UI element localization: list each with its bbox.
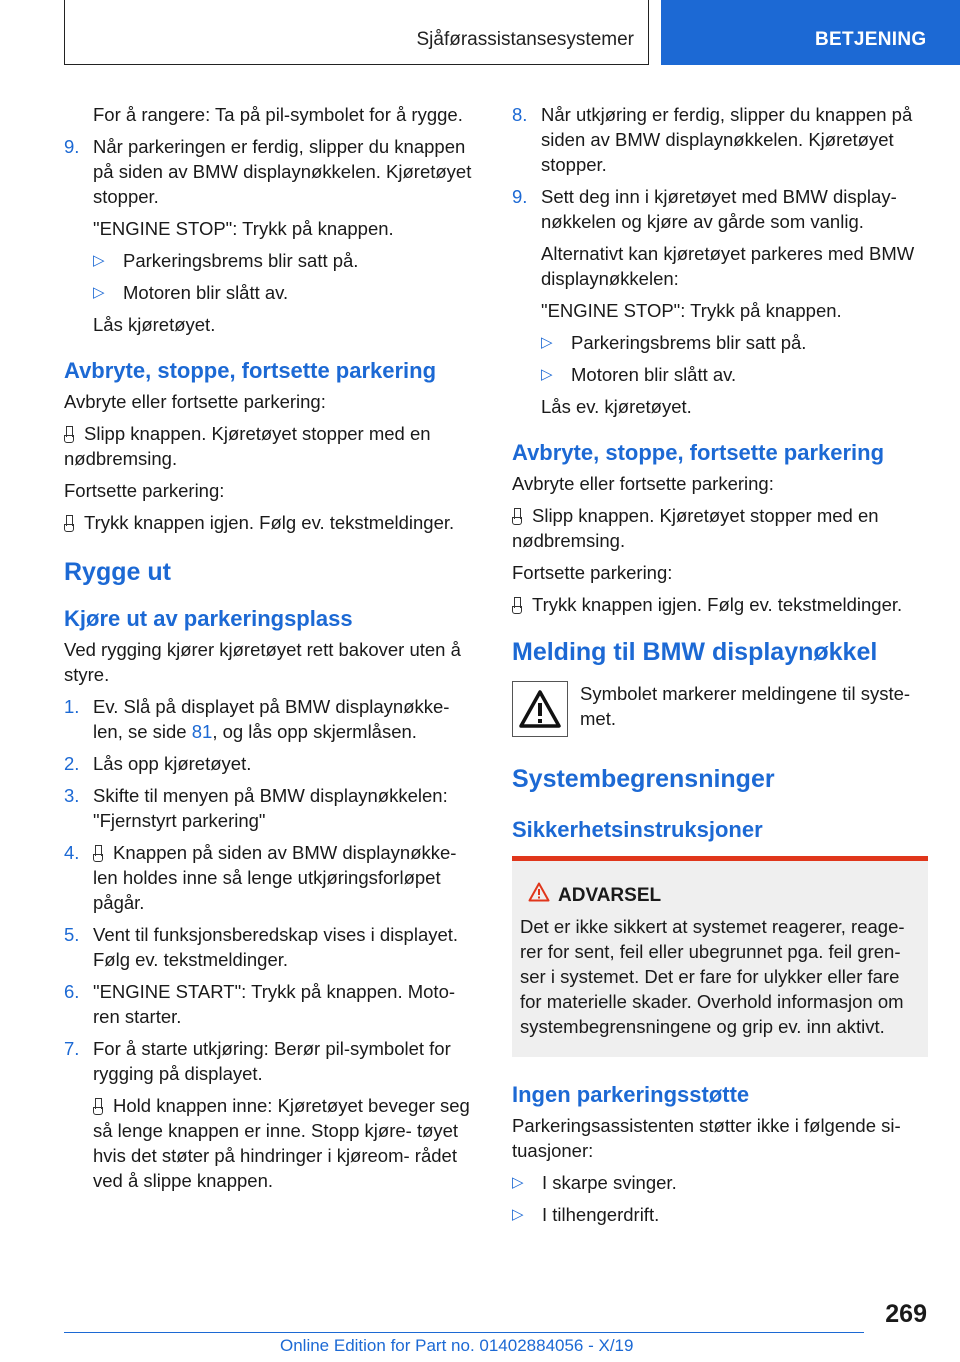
hold-button-label: Hold knappen inne: Kjøretøyet beveger seg så lenge knappen er inne. Stopp kjøre- tøyet hvis det støter på hindringer i kjøreom- rådet ved å slippe knappen. [93, 1095, 470, 1191]
continue-text [64, 510, 482, 535]
triangle-right-icon: ▷ [512, 1174, 524, 1191]
heading-abort-parking: Avbryte, stoppe, fortsette parkering [512, 440, 885, 465]
triangle-right-icon: ▷ [93, 284, 105, 301]
list-item-text: Parkeringsbrems blir satt på. [571, 332, 807, 353]
warning-symbol-box [512, 681, 568, 737]
step-number: 5. [64, 924, 80, 945]
header-chapter-title: BETJENING [815, 29, 927, 50]
continued-step-text: For å rangere: Ta på pil-symbolet for å rygge. [93, 104, 463, 125]
list-item [541, 330, 928, 355]
warning-text: Det er ikke sikkert at systemet reagerer, reage- rer for sent, feil eller ubegrunnet pga. feil gren- ser i systemet. Det er fare for ulykker eller fare for materielle skader. Overhold informasjon om systembegrensningene og grip ev. inn aktivt. [520, 916, 905, 1037]
step-6 [64, 979, 482, 1029]
abort-release-text [512, 503, 928, 553]
step-text: "ENGINE START": Trykk på knappen. Moto- ren starter. [93, 981, 456, 1027]
step-9 [64, 134, 482, 337]
lock-text: Lås ev. kjøretøyet. [541, 396, 692, 417]
continue-label: Trykk knappen igjen. Følg ev. tekstmeldinger. [84, 512, 455, 533]
step-number: 3. [64, 785, 80, 806]
warning-triangle-icon [528, 882, 550, 902]
continue-label: Trykk knappen igjen. Følg ev. tekstmeldinger. [532, 594, 903, 615]
warning-triangle-icon [518, 689, 562, 729]
continue-text [512, 592, 928, 617]
continue-intro: Fortsette parkering: [64, 480, 225, 501]
list-item [541, 362, 928, 387]
step-number: 9. [64, 136, 80, 157]
step-text [93, 694, 482, 744]
engine-stop-text: "ENGINE STOP": Trykk på knappen. [93, 218, 394, 239]
step-9 [512, 184, 928, 419]
list-item-text: Parkeringsbrems blir satt på. [123, 250, 359, 271]
no-support-intro: Parkeringsassistenten støtter ikke i følgende si- tuasjoner: [512, 1115, 901, 1161]
alternative-text: Alternativt kan kjøretøyet parkeres med BMW displaynøkkelen: [541, 243, 915, 289]
step-text: For å starte utkjøring: Berør pil-symbolet for rygging på displayet. [93, 1038, 451, 1084]
list-item [512, 1202, 928, 1227]
step-number: 4. [64, 842, 80, 863]
hand-button-icon [93, 1098, 103, 1114]
step-text [93, 840, 482, 915]
step-number: 2. [64, 753, 80, 774]
continue-intro: Fortsette parkering: [512, 562, 673, 583]
hand-button-icon [64, 515, 74, 531]
symbol-explanation-text: Symbolet markerer meldingene til syste- met. [580, 683, 911, 729]
hold-button-text [93, 1093, 482, 1193]
step-text-a: Ev. Slå på displayet på BMW displaynøkke- len, se side [93, 696, 450, 742]
exit-intro: Ved rygging kjører kjøretøyet rett bakover uten å styre. [64, 639, 461, 685]
list-item-text: Motoren blir slått av. [571, 364, 737, 385]
step-number: 9. [512, 186, 528, 207]
step-text: Skifte til menyen på BMW displaynøkkelen: "Fjernstyrt parkering" [93, 785, 448, 831]
abort-intro: Avbryte eller fortsette parkering: [64, 391, 326, 412]
step-text-label: Knappen på siden av BMW displaynøkke- len holdes inne så lenge utkjøringsforløpet pågår. [93, 842, 457, 913]
abort-release-label: Slipp knappen. Kjøretøyet stopper med en nødbremsing. [512, 505, 879, 551]
list-item [93, 280, 482, 305]
step-text: Sett deg inn i kjøretøyet med BMW display- nøkkelen og kjøre av gårde som vanlig. [541, 186, 897, 232]
triangle-right-icon: ▷ [541, 334, 553, 351]
hand-button-icon [512, 597, 522, 613]
triangle-right-icon: ▷ [93, 252, 105, 269]
symbol-explanation [512, 681, 928, 738]
heading-no-support: Ingen parkeringsstøtte [512, 1082, 750, 1107]
step-text: Når utkjøring er ferdig, slipper du knappen på siden av BMW displaynøkkelen. Kjøretøyet stopper. [541, 104, 913, 175]
hand-button-icon [93, 845, 103, 861]
step-2 [64, 751, 482, 776]
list-item-text: I skarpe svinger. [542, 1172, 677, 1193]
heading-abort-parking: Avbryte, stoppe, fortsette parkering [64, 358, 437, 383]
header-section-title: Sjåførassistansesystemer [416, 29, 634, 50]
heading-safety: Sikkerhetsinstruksjoner [512, 817, 763, 842]
step-text: Vent til funksjonsberedskap vises i displayet. Følg ev. tekstmeldinger. [93, 924, 459, 970]
footer-divider [64, 1332, 864, 1333]
warning-title-label: ADVARSEL [558, 885, 662, 906]
triangle-right-icon: ▷ [512, 1206, 524, 1223]
page-link[interactable]: 81 [191, 721, 213, 742]
step-1 [64, 694, 482, 744]
step-3 [64, 783, 482, 833]
list-item [93, 248, 482, 273]
step-7 [64, 1036, 482, 1193]
hand-button-icon [64, 426, 74, 442]
footer-edition: Online Edition for Part no. 01402884056 - X/19 [280, 1336, 634, 1355]
header-chapter-tab [661, 0, 960, 65]
warning-box [512, 856, 928, 1057]
abort-release-text [64, 421, 482, 471]
step-text: Lås opp kjøretøyet. [93, 753, 252, 774]
abort-intro: Avbryte eller fortsette parkering: [512, 473, 774, 494]
step-4 [64, 840, 482, 915]
abort-release-label: Slipp knappen. Kjøretøyet stopper med en nødbremsing. [64, 423, 431, 469]
left-column [64, 102, 482, 1200]
engine-stop-text: "ENGINE STOP": Trykk på knappen. [541, 300, 842, 321]
heading-system-limits: Systembegrensninger [512, 765, 775, 793]
header-section-tab [64, 0, 649, 65]
step-text: Når parkeringen er ferdig, slipper du knappen på siden av BMW displaynøkkelen. Kjøretøyet stopper. [93, 136, 472, 207]
step-number: 8. [512, 104, 528, 125]
right-column [512, 102, 928, 1234]
triangle-right-icon: ▷ [541, 366, 553, 383]
heading-message: Melding til BMW displaynøkkel [512, 638, 878, 666]
step-number: 6. [64, 981, 80, 1002]
heading-exit-parking: Kjøre ut av parkeringsplass [64, 606, 353, 631]
list-item-text: Motoren blir slått av. [123, 282, 289, 303]
step-5 [64, 922, 482, 972]
step-number: 1. [64, 696, 80, 717]
list-item [512, 1170, 928, 1195]
step-text-b: , og lås opp skjermlåsen. [212, 721, 417, 742]
page-number: 269 [885, 1300, 927, 1328]
warning-title [520, 883, 920, 908]
list-item-text: I tilhengerdrift. [542, 1204, 660, 1225]
heading-reverse-out: Rygge ut [64, 558, 171, 586]
hand-button-icon [512, 508, 522, 524]
lock-text: Lås kjøretøyet. [93, 314, 216, 335]
step-8 [512, 102, 928, 177]
step-number: 7. [64, 1038, 80, 1059]
